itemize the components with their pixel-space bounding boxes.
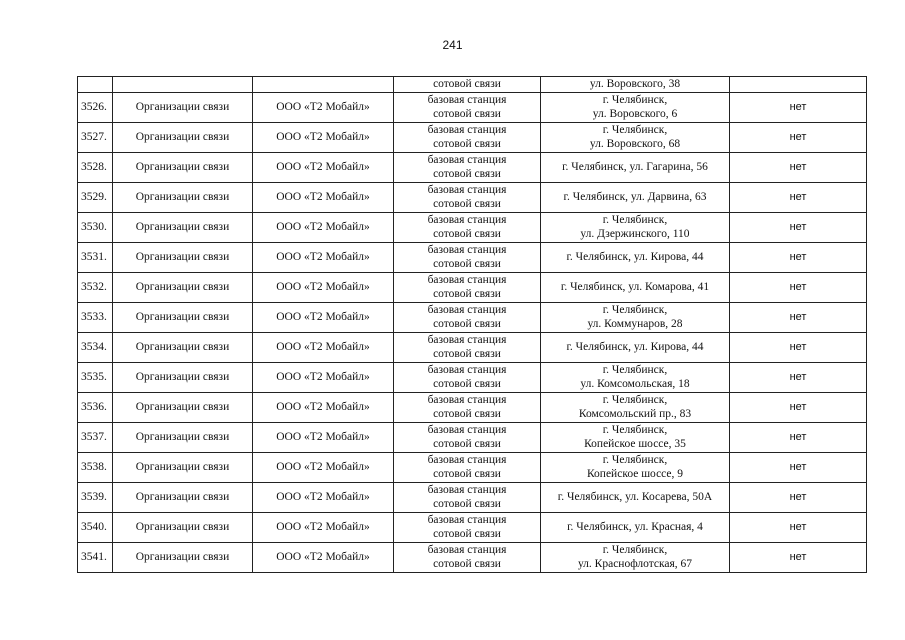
cell-number: 3529. — [78, 183, 113, 213]
cell-object-line: базовая станция — [427, 184, 507, 196]
cell-object-line: сотовой связи — [433, 497, 501, 510]
cell-address-line: ул. Дзержинского, 110 — [580, 227, 690, 240]
cell-address — [541, 213, 730, 243]
cell-address — [541, 393, 730, 423]
cell-address-line: г. Челябинск, ул. Комарова, 41 — [560, 280, 710, 293]
table-row — [78, 273, 867, 303]
cell-object-line: сотовой связи — [433, 107, 501, 120]
cell-address-line: Копейское шоссе, 35 — [584, 437, 686, 450]
table-row — [78, 513, 867, 543]
cell-object-line: базовая станция — [427, 244, 507, 256]
cell-address — [541, 93, 730, 123]
cell-object-line: сотовой связи — [433, 527, 501, 540]
table-row — [78, 183, 867, 213]
cell-address-line: г. Челябинск, ул. Косарева, 50А — [557, 490, 713, 503]
cell-address-line: г. Челябинск, ул. Красная, 4 — [567, 520, 703, 533]
cell-category: Организации связи — [113, 543, 253, 573]
cell-address: ул. Воровского, 38 — [541, 77, 730, 93]
cell-organization: ООО «Т2 Мобайл» — [253, 303, 394, 333]
cell-object — [394, 453, 541, 483]
cell-address — [541, 423, 730, 453]
cell-flag: нет — [730, 513, 867, 543]
cell-address — [541, 513, 730, 543]
table-row — [78, 393, 867, 423]
cell-category: Организации связи — [113, 153, 253, 183]
cell-address-line: г. Челябинск, — [602, 94, 668, 106]
cell-number: 3541. — [78, 543, 113, 573]
cell-address-line: г. Челябинск, — [602, 544, 668, 556]
cell-organization: ООО «Т2 Мобайл» — [253, 153, 394, 183]
cell-number: 3540. — [78, 513, 113, 543]
table-row-continuation — [78, 77, 867, 93]
cell-category — [113, 77, 253, 93]
cell-object-line: сотовой связи — [433, 197, 501, 210]
cell-organization: ООО «Т2 Мобайл» — [253, 423, 394, 453]
cell-number: 3528. — [78, 153, 113, 183]
cell-object — [394, 333, 541, 363]
cell-address-line: ул. Комсомольская, 18 — [580, 377, 690, 390]
cell-address-line: г. Челябинск, — [602, 394, 668, 406]
cell-object-line: сотовой связи — [433, 137, 501, 150]
cell-object-line: сотовой связи — [433, 167, 501, 180]
registry-body — [78, 77, 867, 573]
page-number: 241 — [442, 38, 463, 52]
cell-number: 3531. — [78, 243, 113, 273]
cell-address-line: ул. Коммунаров, 28 — [587, 317, 683, 330]
cell-flag: нет — [730, 393, 867, 423]
cell-object-line: сотовой связи — [433, 557, 501, 570]
cell-flag: нет — [730, 93, 867, 123]
cell-category: Организации связи — [113, 513, 253, 543]
cell-category: Организации связи — [113, 423, 253, 453]
cell-organization: ООО «Т2 Мобайл» — [253, 513, 394, 543]
cell-object — [394, 513, 541, 543]
cell-object-line: базовая станция — [427, 274, 507, 286]
cell-object-line: базовая станция — [427, 394, 507, 406]
cell-address-line: г. Челябинск, ул. Гагарина, 56 — [562, 160, 708, 173]
cell-address-line: г. Челябинск, ул. Дарвина, 63 — [563, 190, 707, 203]
cell-category: Организации связи — [113, 123, 253, 153]
table-row — [78, 453, 867, 483]
cell-category: Организации связи — [113, 483, 253, 513]
cell-organization: ООО «Т2 Мобайл» — [253, 273, 394, 303]
cell-object-line: сотовой связи — [433, 467, 501, 480]
cell-organization: ООО «Т2 Мобайл» — [253, 543, 394, 573]
cell-address — [541, 543, 730, 573]
cell-flag: нет — [730, 423, 867, 453]
table-row — [78, 93, 867, 123]
cell-address — [541, 483, 730, 513]
cell-category: Организации связи — [113, 273, 253, 303]
cell-category: Организации связи — [113, 213, 253, 243]
cell-object-line: сотовой связи — [433, 347, 501, 360]
cell-object-line: базовая станция — [427, 424, 507, 436]
cell-number: 3533. — [78, 303, 113, 333]
cell-flag: нет — [730, 213, 867, 243]
cell-object-line: базовая станция — [427, 484, 507, 496]
cell-category: Организации связи — [113, 243, 253, 273]
cell-object-line: сотовой связи — [433, 407, 501, 420]
cell-number — [78, 77, 113, 93]
cell-flag: нет — [730, 483, 867, 513]
cell-address-line: Копейское шоссе, 9 — [586, 467, 684, 480]
table-row — [78, 213, 867, 243]
cell-number: 3536. — [78, 393, 113, 423]
cell-organization: ООО «Т2 Мобайл» — [253, 453, 394, 483]
cell-flag: нет — [730, 363, 867, 393]
cell-organization: ООО «Т2 Мобайл» — [253, 123, 394, 153]
cell-address — [541, 153, 730, 183]
cell-address — [541, 273, 730, 303]
cell-address — [541, 243, 730, 273]
cell-object — [394, 183, 541, 213]
table-row — [78, 303, 867, 333]
cell-object — [394, 153, 541, 183]
cell-number: 3532. — [78, 273, 113, 303]
table-row — [78, 423, 867, 453]
cell-object-line: базовая станция — [427, 454, 507, 466]
cell-address-line: г. Челябинск, ул. Кирова, 44 — [566, 340, 704, 353]
cell-address-line: г. Челябинск, — [602, 424, 668, 436]
cell-object — [394, 213, 541, 243]
table-row — [78, 123, 867, 153]
table-row — [78, 363, 867, 393]
cell-organization: ООО «Т2 Мобайл» — [253, 483, 394, 513]
cell-object-line: сотовой связи — [433, 437, 501, 450]
cell-object-line: базовая станция — [427, 94, 507, 106]
cell-number: 3537. — [78, 423, 113, 453]
cell-address-line: ул. Воровского, 68 — [589, 137, 681, 150]
cell-object-line: базовая станция — [427, 334, 507, 346]
cell-object-line: базовая станция — [427, 214, 507, 226]
cell-address-line: г. Челябинск, — [602, 124, 668, 136]
cell-object — [394, 393, 541, 423]
cell-number: 3535. — [78, 363, 113, 393]
cell-category: Организации связи — [113, 393, 253, 423]
cell-category: Организации связи — [113, 303, 253, 333]
cell-object — [394, 273, 541, 303]
registry-table — [77, 76, 867, 573]
cell-category: Организации связи — [113, 183, 253, 213]
cell-flag: нет — [730, 303, 867, 333]
cell-address — [541, 303, 730, 333]
cell-flag: нет — [730, 453, 867, 483]
cell-address — [541, 453, 730, 483]
cell-address-line: г. Челябинск, — [602, 454, 668, 466]
cell-flag: нет — [730, 333, 867, 363]
cell-address — [541, 363, 730, 393]
cell-flag: нет — [730, 123, 867, 153]
cell-category: Организации связи — [113, 363, 253, 393]
cell-number: 3526. — [78, 93, 113, 123]
cell-object-line: сотовой связи — [433, 317, 501, 330]
cell-object-line: базовая станция — [427, 154, 507, 166]
cell-object-line: сотовой связи — [433, 227, 501, 240]
cell-object-line: базовая станция — [427, 304, 507, 316]
cell-object-line: базовая станция — [427, 124, 507, 136]
cell-flag: нет — [730, 153, 867, 183]
cell-category: Организации связи — [113, 93, 253, 123]
cell-number: 3527. — [78, 123, 113, 153]
cell-address-line: ул. Краснофлотская, 67 — [577, 557, 693, 570]
cell-object: сотовой связи — [394, 77, 541, 93]
cell-address — [541, 183, 730, 213]
cell-category: Организации связи — [113, 333, 253, 363]
cell-number: 3534. — [78, 333, 113, 363]
cell-object-line: базовая станция — [427, 364, 507, 376]
cell-address-line: г. Челябинск, ул. Кирова, 44 — [566, 250, 704, 263]
cell-number: 3539. — [78, 483, 113, 513]
cell-address-line: г. Челябинск, — [602, 364, 668, 376]
cell-address-line: ул. Воровского, 6 — [592, 107, 678, 120]
cell-flag: нет — [730, 183, 867, 213]
cell-organization: ООО «Т2 Мобайл» — [253, 363, 394, 393]
table-row — [78, 483, 867, 513]
cell-address-line: Комсомольский пр., 83 — [578, 407, 692, 420]
cell-organization: ООО «Т2 Мобайл» — [253, 213, 394, 243]
cell-object — [394, 483, 541, 513]
cell-organization: ООО «Т2 Мобайл» — [253, 93, 394, 123]
cell-number: 3530. — [78, 213, 113, 243]
cell-flag: нет — [730, 243, 867, 273]
cell-address — [541, 333, 730, 363]
cell-address-line: г. Челябинск, — [602, 304, 668, 316]
cell-organization: ООО «Т2 Мобайл» — [253, 243, 394, 273]
table-row — [78, 543, 867, 573]
cell-organization: ООО «Т2 Мобайл» — [253, 183, 394, 213]
cell-organization: ООО «Т2 Мобайл» — [253, 333, 394, 363]
cell-flag: нет — [730, 543, 867, 573]
cell-object — [394, 303, 541, 333]
cell-object-line: сотовой связи — [433, 257, 501, 270]
cell-category: Организации связи — [113, 453, 253, 483]
cell-object — [394, 123, 541, 153]
cell-object — [394, 423, 541, 453]
cell-object-line: сотовой связи — [433, 287, 501, 300]
table-row — [78, 333, 867, 363]
cell-object — [394, 543, 541, 573]
cell-address — [541, 123, 730, 153]
cell-flag: нет — [730, 273, 867, 303]
cell-object — [394, 243, 541, 273]
cell-organization — [253, 77, 394, 93]
cell-number: 3538. — [78, 453, 113, 483]
cell-address-line: г. Челябинск, — [602, 214, 668, 226]
cell-object-line: сотовой связи — [433, 377, 501, 390]
cell-organization: ООО «Т2 Мобайл» — [253, 393, 394, 423]
cell-object-line: базовая станция — [427, 544, 507, 556]
table-row — [78, 243, 867, 273]
table-row — [78, 153, 867, 183]
cell-object — [394, 93, 541, 123]
cell-object-line: базовая станция — [427, 514, 507, 526]
cell-flag — [730, 77, 867, 93]
cell-object — [394, 363, 541, 393]
